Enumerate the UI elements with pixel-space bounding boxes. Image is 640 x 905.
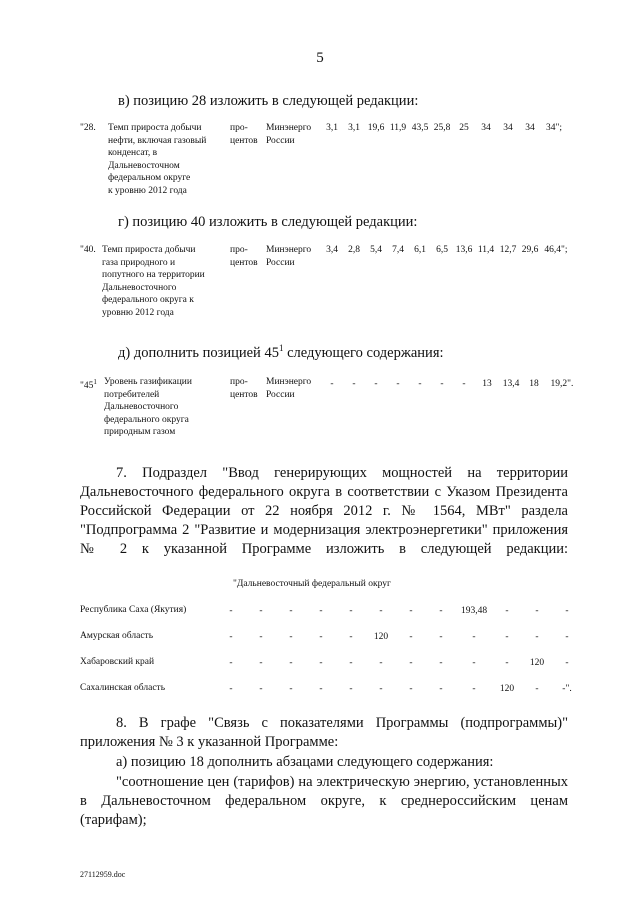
value-cell: 34 — [525, 123, 535, 133]
gen-value-cell: - — [565, 606, 569, 616]
gen-table-row-label: Хабаровский край — [80, 657, 155, 667]
gen-value-cell: - — [319, 658, 323, 668]
position-unit-40: про- центов — [230, 245, 258, 268]
value-cell: 34 — [481, 123, 491, 133]
value-cell: 19,6 — [367, 123, 385, 133]
position-agency-45-1: Минэнерго России — [266, 377, 312, 400]
position-values-28 — [321, 122, 567, 135]
paragraph-8a: а) позицию 18 дополнить абзацами следующего содержания: — [116, 754, 494, 770]
gen-value-cell: - — [289, 684, 293, 694]
value-cell: 6,5 — [436, 245, 448, 255]
gen-value-cell: - — [289, 606, 293, 616]
value-cell: 11,9 — [389, 123, 407, 133]
gen-value-cell: -". — [562, 684, 572, 694]
gen-value-cell: 120 — [529, 658, 545, 668]
document-filename: 27112959.doc — [80, 870, 126, 879]
value-cell: 6,1 — [414, 245, 426, 255]
value-cell: 3,4 — [326, 245, 338, 255]
position-number-45-1 — [80, 376, 97, 393]
value-cell: - — [374, 379, 378, 389]
position-description-28: Темп прироста добычи нефти, включая газовый конденсат, в Дальневосточном федеральном округе к уровню 2012 года — [108, 123, 207, 196]
position-values-45-1 — [321, 378, 579, 391]
paragraph-8b: "соотношение цен (тарифов) на электрическую энергию, установленных в Дальневосточном федеральном округе, к среднероссийским ценам (тарифам); — [80, 774, 568, 828]
position-values-40 — [321, 244, 571, 257]
value-cell: 12,7 — [499, 245, 517, 255]
section-heading-45-1 — [118, 343, 444, 362]
value-cell: 46,4"; — [544, 245, 568, 255]
gen-value-cell: 120 — [499, 684, 515, 694]
gen-value-cell: - — [259, 684, 263, 694]
gen-value-cell: - — [409, 606, 413, 616]
gen-value-cell: - — [259, 632, 263, 642]
gen-value-cell: - — [379, 684, 383, 694]
gen-table-row — [216, 605, 582, 618]
value-cell: 19,2". — [550, 379, 574, 389]
gen-value-cell: 193,48 — [460, 606, 488, 616]
gen-value-cell: - — [439, 684, 443, 694]
gen-value-cell: - — [379, 606, 383, 616]
value-cell: - — [396, 379, 400, 389]
position-unit-28: про- центов — [230, 123, 258, 146]
heading-text: д) дополнить позицией 45 — [118, 344, 279, 361]
gen-value-cell: - — [289, 658, 293, 668]
section-heading-40: г) позицию 40 изложить в следующей редакции: — [118, 214, 418, 230]
value-cell: 3,1 — [348, 123, 360, 133]
gen-value-cell: - — [505, 632, 509, 642]
value-cell: 3,1 — [326, 123, 338, 133]
value-cell: 13 — [482, 379, 492, 389]
gen-value-cell: - — [409, 684, 413, 694]
gen-value-cell: - — [259, 606, 263, 616]
gen-value-cell: - — [259, 658, 263, 668]
value-cell: 13,6 — [455, 245, 473, 255]
section-heading-28: в) позицию 28 изложить в следующей редакции: — [118, 93, 419, 109]
heading-superscript: 1 — [278, 343, 284, 353]
gen-value-cell: - — [229, 632, 233, 642]
gen-value-cell: - — [409, 632, 413, 642]
value-cell: - — [352, 379, 356, 389]
gen-value-cell: - — [229, 684, 233, 694]
gen-value-cell: - — [349, 606, 353, 616]
gen-value-cell: - — [229, 606, 233, 616]
position-description-45-1: Уровень газификации потребителей Дальневосточного федерального округа природным газом — [104, 377, 192, 437]
value-cell: 7,4 — [392, 245, 404, 255]
gen-value-cell: - — [565, 632, 569, 642]
gen-value-cell: - — [439, 632, 443, 642]
position-unit-45-1: про- центов — [230, 377, 258, 400]
gen-value-cell: - — [472, 658, 476, 668]
gen-table-row — [216, 683, 582, 696]
position-number-28: "28. — [80, 123, 96, 133]
gen-value-cell: - — [319, 632, 323, 642]
gen-value-cell: - — [535, 632, 539, 642]
gen-table-row-label: Сахалинская область — [80, 683, 166, 693]
gen-value-cell: - — [565, 658, 569, 668]
value-cell: 5,4 — [370, 245, 382, 255]
gen-table-row-label: Амурская область — [80, 631, 154, 641]
page-number: 5 — [316, 50, 324, 66]
value-cell: - — [330, 379, 334, 389]
gen-value-cell: - — [289, 632, 293, 642]
gen-value-cell: - — [349, 658, 353, 668]
gen-value-cell: - — [505, 658, 509, 668]
position-agency-40: Минэнерго России — [266, 245, 312, 268]
gen-value-cell: - — [319, 684, 323, 694]
position-number-40: "40. — [80, 245, 96, 255]
gen-table-title: "Дальневосточный федеральный округ — [233, 579, 391, 589]
paragraph-8: 8. В графе "Связь с показателями Программы (подпрограммы)" приложения № 3 к указанной Программе: — [80, 715, 568, 750]
gen-value-cell: 120 — [373, 632, 389, 642]
value-cell: - — [418, 379, 422, 389]
position-number-text: "45 — [80, 381, 94, 392]
gen-table-row — [216, 631, 582, 644]
value-cell: 34 — [503, 123, 513, 133]
gen-value-cell: - — [409, 658, 413, 668]
gen-table-row-label: Республика Саха (Якутия) — [80, 605, 187, 615]
heading-tail: следующего содержания: — [283, 344, 444, 361]
gen-value-cell: - — [472, 632, 476, 642]
value-cell: 34"; — [545, 123, 563, 133]
gen-value-cell: - — [535, 606, 539, 616]
gen-value-cell: - — [472, 684, 476, 694]
gen-value-cell: - — [349, 684, 353, 694]
value-cell: - — [440, 379, 444, 389]
value-cell: 29,6 — [521, 245, 539, 255]
gen-value-cell: - — [505, 606, 509, 616]
value-cell: 25 — [459, 123, 469, 133]
gen-value-cell: - — [439, 658, 443, 668]
value-cell: 18 — [529, 379, 539, 389]
position-description-40: Темп прироста добычи газа природного и попутного на территории Дальневосточного федерального округа к уровню 2012 года — [102, 245, 205, 318]
value-cell: 2,8 — [348, 245, 360, 255]
value-cell: - — [462, 379, 466, 389]
gen-value-cell: - — [319, 606, 323, 616]
position-agency-28: Минэнерго России — [266, 123, 312, 146]
gen-value-cell: - — [379, 658, 383, 668]
gen-table-row — [216, 657, 582, 670]
paragraph-7: 7. Подраздел "Ввод генерирующих мощностей на территории Дальневосточного федерального округа в соответствии с Указом Президента Российской Федерации от 22 ноября 2012 г. № 1564, МВт" раздела "Подпрограмма 2 "Развитие и модернизация электроэнергетики" приложения № 2 к указанной Программе изложить в следующей редакции: — [80, 465, 568, 557]
gen-value-cell: - — [439, 606, 443, 616]
gen-value-cell: - — [535, 684, 539, 694]
position-number-superscript: 1 — [93, 378, 97, 386]
value-cell: 13,4 — [502, 379, 520, 389]
value-cell: 25,8 — [433, 123, 451, 133]
gen-value-cell: - — [349, 632, 353, 642]
gen-value-cell: - — [229, 658, 233, 668]
value-cell: 43,5 — [411, 123, 429, 133]
value-cell: 11,4 — [477, 245, 495, 255]
